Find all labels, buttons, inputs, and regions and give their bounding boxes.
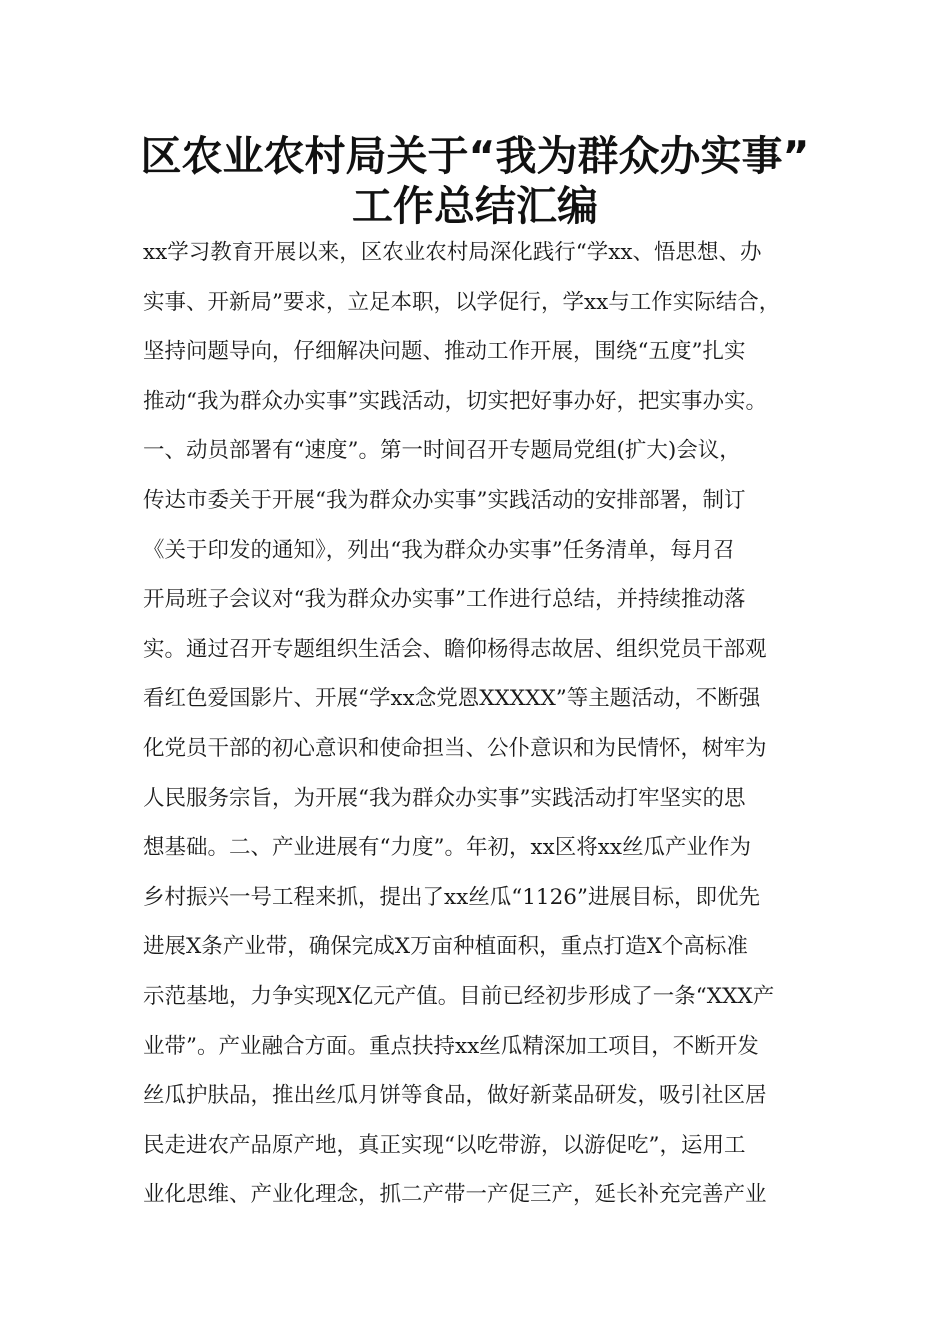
body-line: 人民服务宗旨，为开展“我为群众办实事”实践活动打牢坚实的思	[143, 785, 746, 811]
body-line: 推动“我为群众办实事”实践活动，切实把好事办好，把实事办实。	[143, 388, 767, 414]
body-line: 想基础。二、产业进展有“力度”。年初，xx区将xx丝瓜产业作为	[143, 835, 751, 861]
document-body	[143, 228, 823, 1220]
body-line: 坚持问题导向，仔细解决问题、推动工作开展，围绕“五度”扎实	[143, 339, 746, 365]
body-line: 丝瓜护肤品，推出丝瓜月饼等食品，做好新菜品研发，吸引社区居	[143, 1083, 767, 1109]
body-line: 民走进农产品原产地，真正实现“以吃带游，以游促吃”，运用工	[143, 1132, 746, 1158]
body-line: 实。通过召开专题组织生活会、瞻仰杨得志故居、组织党员干部观	[143, 636, 767, 662]
body-line: 《关于印发的通知》，列出“我为群众办实事”任务清单，每月召	[143, 537, 735, 563]
document-title-line-2: 工作总结汇编	[352, 182, 598, 230]
document-title-line-1: 区农业农村局关于“我为群众办实事”	[140, 132, 810, 180]
body-line: 业化思维、产业化理念，抓二产带一产促三产，延长补充完善产业	[143, 1182, 767, 1208]
body-line: 实事、开新局”要求，立足本职，以学促行，学xx与工作实际结合，	[143, 289, 781, 315]
body-line: 示范基地，力争实现X亿元产值。目前已经初步形成了一条“XXX产	[143, 983, 775, 1009]
body-line: 传达市委关于开展“我为群众办实事”实践活动的安排部署，制订	[143, 487, 746, 513]
body-line: 进展X条产业带，确保完成X万亩种植面积，重点打造X个高标准	[143, 934, 748, 960]
body-line: 开局班子会议对“我为群众办实事”工作进行总结，并持续推动落	[143, 587, 746, 613]
body-line: xx学习教育开展以来，区农业农村局深化践行“学xx、悟思想、办	[143, 240, 762, 265]
body-line: 乡村振兴一号工程来抓，提出了xx丝瓜“1126”进展目标，即优先	[143, 884, 760, 910]
body-line: 业带”。产业融合方面。重点扶持xx丝瓜精深加工项目，不断开发	[143, 1033, 759, 1059]
body-line: 看红色爱国影片、开展“学xx念党恩XXXXX”等主题活动，不断强	[143, 686, 761, 712]
body-line: 一、动员部署有“速度”。第一时间召开专题局党组(扩大)会议，	[143, 438, 741, 464]
body-line: 化党员干部的初心意识和使命担当、公仆意识和为民情怀，树牢为	[143, 735, 767, 761]
